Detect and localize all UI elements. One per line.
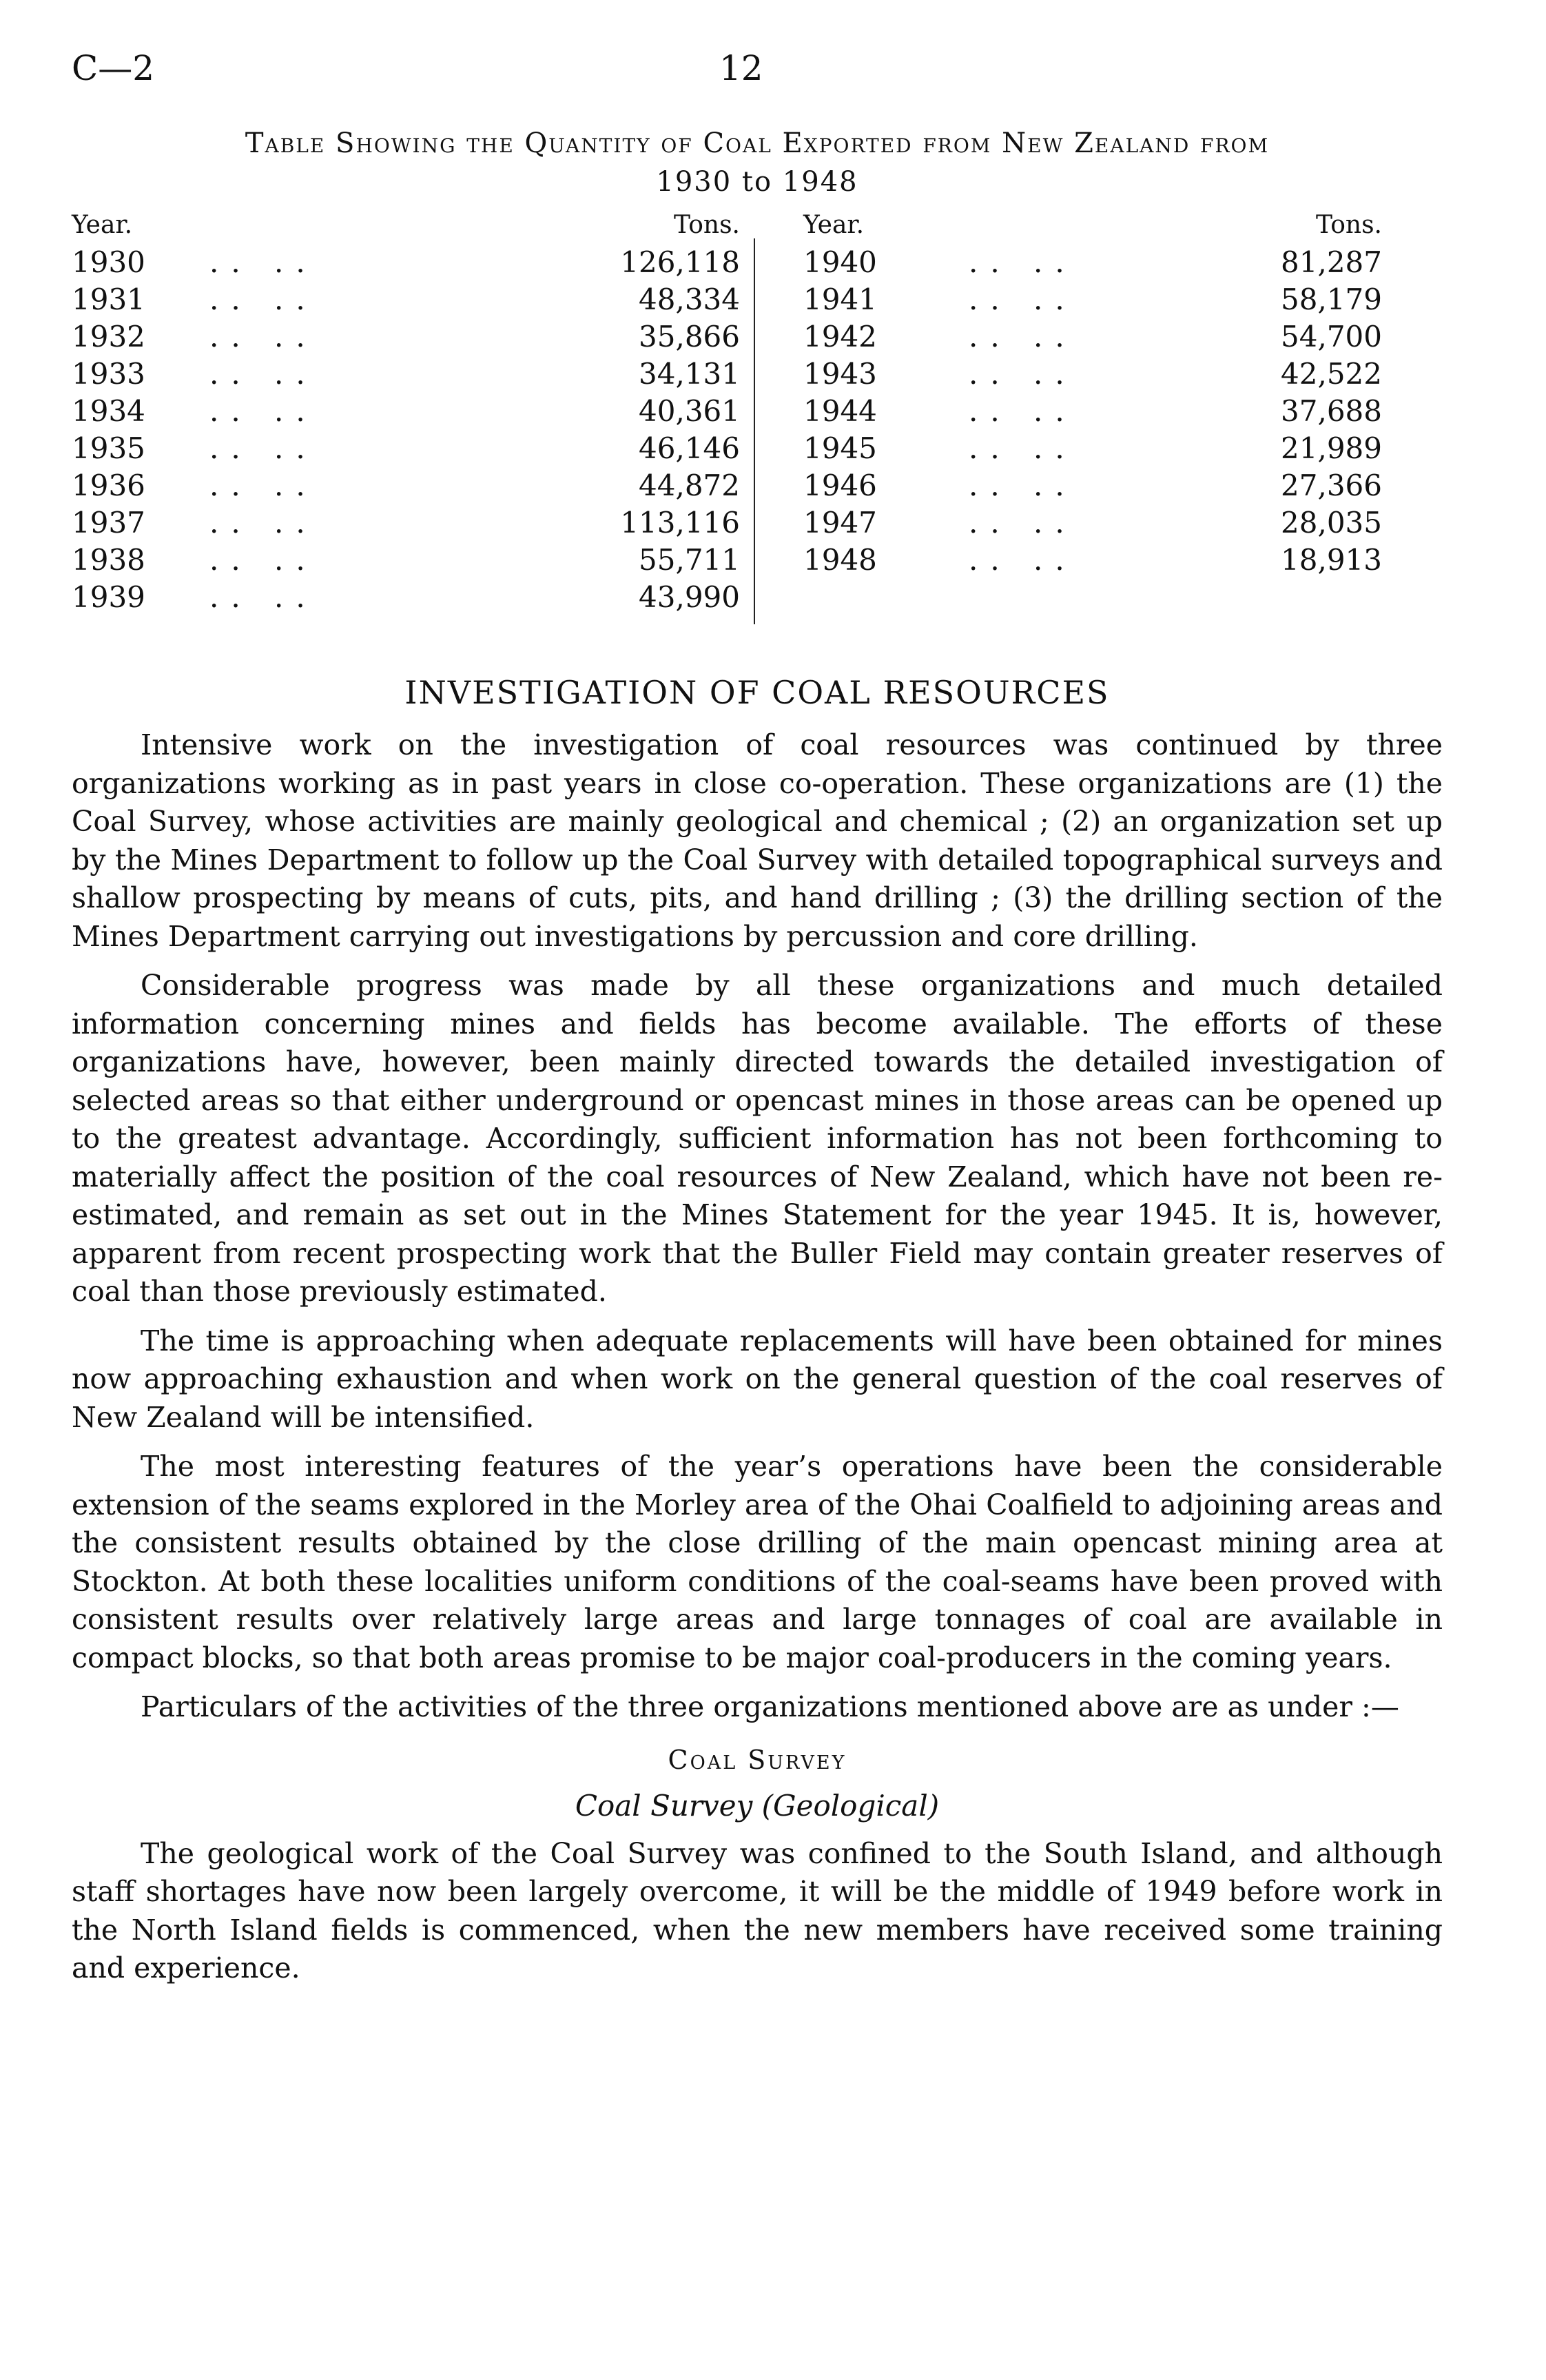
tons-cell: 58,179 xyxy=(1281,283,1382,316)
tons-cell: 55,711 xyxy=(639,543,740,577)
tons-cell: 40,361 xyxy=(639,394,740,428)
year-cell: 1944 xyxy=(803,394,877,428)
table-right-column xyxy=(762,211,1382,580)
leader-dots: .. .. xyxy=(969,357,1077,391)
tons-cell: 54,700 xyxy=(1281,320,1382,353)
page-header xyxy=(72,41,1443,96)
year-cell: 1935 xyxy=(72,431,145,465)
paragraph: Particulars of the activities of the three organizations mentioned above are as under :— xyxy=(141,1690,1399,1723)
coal-survey-heading: Coal Survey xyxy=(668,1744,847,1775)
table-row xyxy=(762,357,1382,394)
table-row xyxy=(762,506,1382,543)
table-row xyxy=(762,394,1382,431)
table-row xyxy=(72,394,761,431)
table-row xyxy=(762,469,1382,506)
leader-dots: .. .. xyxy=(209,245,318,279)
document-reference: C—2 xyxy=(72,48,155,88)
table-left-column xyxy=(72,211,761,617)
section-title: INVESTIGATION OF COAL RESOURCES xyxy=(404,674,1110,711)
coal-survey-subheading: Coal Survey (Geological) xyxy=(575,1788,940,1823)
year-cell: 1933 xyxy=(72,357,145,391)
leader-dots: .. .. xyxy=(209,320,318,353)
leader-dots: .. .. xyxy=(209,543,318,577)
year-cell: 1943 xyxy=(803,357,877,391)
year-cell: 1934 xyxy=(72,394,145,428)
tons-cell: 126,118 xyxy=(620,245,740,279)
tons-cell: 81,287 xyxy=(1281,245,1382,279)
leader-dots: .. .. xyxy=(209,283,318,316)
leader-dots: .. .. xyxy=(209,469,318,502)
year-header: Year. xyxy=(803,211,865,239)
leader-dots: .. .. xyxy=(209,394,318,428)
document-page xyxy=(72,41,1443,1999)
tons-cell: 27,366 xyxy=(1281,469,1382,502)
leader-dots: .. .. xyxy=(969,543,1077,577)
table-row xyxy=(72,580,761,617)
table-row xyxy=(72,245,761,283)
tons-header: Tons. xyxy=(674,211,740,239)
tons-cell: 18,913 xyxy=(1281,543,1382,577)
table-row xyxy=(72,357,761,394)
leader-dots: .. .. xyxy=(969,506,1077,540)
year-cell: 1937 xyxy=(72,506,145,540)
table-row xyxy=(762,320,1382,357)
year-cell: 1946 xyxy=(803,469,877,502)
year-cell: 1945 xyxy=(803,431,877,465)
tons-cell: 48,334 xyxy=(639,283,740,316)
table-header-row xyxy=(72,211,761,245)
table-title xyxy=(72,124,1443,201)
table-row xyxy=(72,506,761,543)
tons-cell: 46,146 xyxy=(639,431,740,465)
year-cell: 1947 xyxy=(803,506,877,540)
year-cell: 1939 xyxy=(72,580,145,614)
year-cell: 1930 xyxy=(72,245,145,279)
year-cell: 1941 xyxy=(803,283,877,316)
paragraph: Intensive work on the investigation of coal resources was continued by three organizations working as in past years in close co-operation. These organizations are (1) the Coal Survey, whose activities are mainly geological and chemical ; (2) an organization set up by the Mines Department to follow up the Coal Survey with detailed topographical surveys and shallow prospecting by means of cuts, pits, and hand drilling ; (3) the drilling section of the Mines Department carrying out investigations by percussion and core drilling. xyxy=(72,728,1443,953)
table-row xyxy=(762,283,1382,320)
table-header-row xyxy=(762,211,1382,245)
table-row xyxy=(72,431,761,469)
tons-cell: 113,116 xyxy=(620,506,740,540)
table-row xyxy=(72,320,761,357)
table-row xyxy=(762,543,1382,580)
leader-dots: .. .. xyxy=(209,357,318,391)
table-row xyxy=(72,543,761,580)
tons-cell: 34,131 xyxy=(639,357,740,391)
tons-cell: 28,035 xyxy=(1281,506,1382,540)
page-number: 12 xyxy=(719,48,763,88)
paragraph: Considerable progress was made by all these organizations and much detailed information concerning mines and fields has become available. The efforts of these organizations have, however, been mainly directed towards the detailed investigation of selected areas so that either underground or opencast mines in those areas can be opened up to the greatest advantage. Accordingly, sufficient information has not been forthcoming to materially affect the position of the coal resources of New Zealand, which have not been re-estimated, and remain as set out in the Mines Statement for the year 1945. It is, however, apparent from recent prospecting work that the Buller Field may contain greater reserves of coal than those previously estimated. xyxy=(72,969,1443,1308)
table-row xyxy=(762,245,1382,283)
table-row xyxy=(72,283,761,320)
year-cell: 1936 xyxy=(72,469,145,502)
table-row xyxy=(762,431,1382,469)
tons-cell: 44,872 xyxy=(639,469,740,502)
leader-dots: .. .. xyxy=(209,431,318,465)
tons-cell: 43,990 xyxy=(639,580,740,614)
leader-dots: .. .. xyxy=(969,394,1077,428)
paragraph: The geological work of the Coal Survey was confined to the South Island, and although staff shortages have now been largely overcome, it will be the middle of 1949 before work in the North Island fields is commenced, when the new members have received some training and experience. xyxy=(72,1836,1443,1984)
tons-cell: 35,866 xyxy=(639,320,740,353)
leader-dots: .. .. xyxy=(969,245,1077,279)
year-cell: 1931 xyxy=(72,283,145,316)
year-cell: 1932 xyxy=(72,320,145,353)
table-title-line-1: Table Showing the Quantity of Coal Exported from New Zealand from xyxy=(245,127,1270,159)
leader-dots: .. .. xyxy=(209,580,318,614)
tons-header: Tons. xyxy=(1316,211,1382,239)
table-row xyxy=(72,469,761,506)
tons-cell: 21,989 xyxy=(1281,431,1382,465)
tons-cell: 42,522 xyxy=(1281,357,1382,391)
year-cell: 1938 xyxy=(72,543,145,577)
leader-dots: .. .. xyxy=(969,283,1077,316)
paragraph: The most interesting features of the year’s operations have been the considerable extension of the seams explored in the Morley area of the Ohai Coalfield to adjoining areas and the consistent results obtained by the close drilling of the main opencast mining area at Stockton. At both these localities uniform conditions of the coal-seams have been proved with consistent results over relatively large areas and large tonnages of coal are available in compact blocks, so that both areas promise to be major coal-producers in the coming years. xyxy=(72,1450,1443,1674)
table-title-line-2: 1930 to 1948 xyxy=(656,166,858,198)
leader-dots: .. .. xyxy=(969,320,1077,353)
leader-dots: .. .. xyxy=(209,506,318,540)
tons-cell: 37,688 xyxy=(1281,394,1382,428)
table-divider xyxy=(754,238,755,624)
coal-exports-table xyxy=(72,211,1443,659)
year-cell: 1948 xyxy=(803,543,877,577)
leader-dots: .. .. xyxy=(969,469,1077,502)
year-cell: 1940 xyxy=(803,245,877,279)
paragraph: The time is approaching when adequate replacements will have been obtained for mines now approaching exhaustion and when work on the general question of the coal reserves of New Zealand will be intensified. xyxy=(72,1324,1443,1434)
year-cell: 1942 xyxy=(803,320,877,353)
leader-dots: .. .. xyxy=(969,431,1077,465)
year-header: Year. xyxy=(72,211,133,239)
